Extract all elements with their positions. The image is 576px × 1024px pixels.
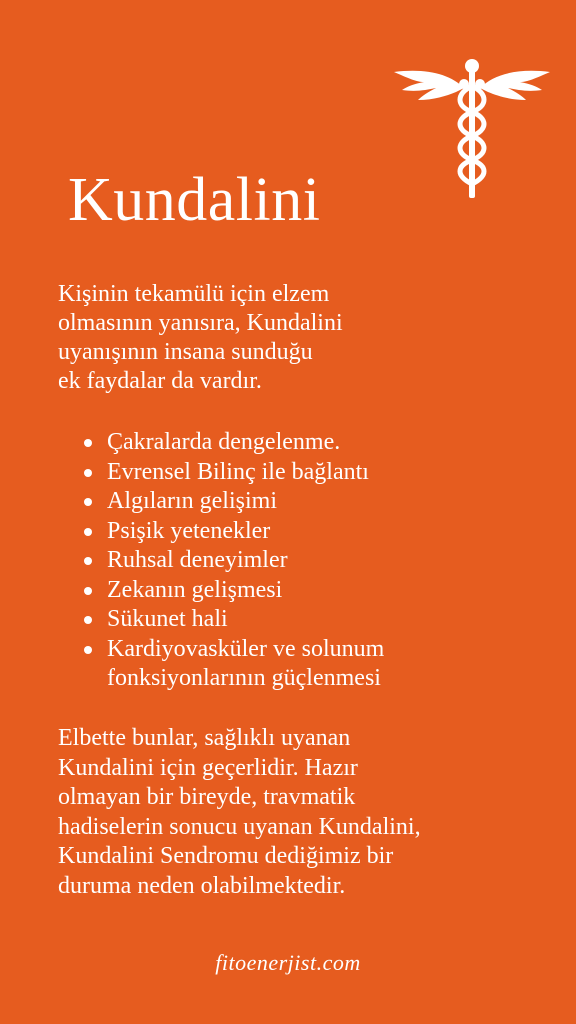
list-item-text: Psişik yetenekler [107,517,271,544]
list-item [80,458,520,488]
list-item-text: Çakralarda dengelenme. [107,429,341,455]
list-item [80,576,520,606]
closing-line: olmayan bir bireyde, travmatik [58,784,356,810]
caduceus-icon [390,52,554,202]
closing-line: Kundalini Sendromu dediğimiz bir [58,843,394,869]
intro-paragraph [58,280,518,396]
intro-line: Kişinin tekamülü için elzem [58,281,330,307]
list-item-text: Evrensel Bilinç ile bağlantı [107,458,369,485]
list-item-text: Ruhsal deneyimler [107,547,288,573]
list-item [80,546,520,576]
list-item [80,635,520,694]
list-item-text: Zekanın gelişmesi [107,576,283,603]
intro-line: ek faydalar da vardır. [58,368,262,394]
list-item-text: Algıların gelişimi [107,488,277,514]
closing-line: Elbette bunlar, sağlıklı uyanan [58,725,351,751]
list-item [80,517,520,547]
list-item-text: Kardiyovasküler ve solunum [107,635,385,662]
list-item-text: fonksiyonlarının güçlenmesi [107,665,381,691]
intro-line: uyanışının insana sunduğu [58,339,313,365]
footer-website: fitoenerjist.com [215,950,361,975]
list-item [80,605,520,635]
list-item [80,428,520,458]
benefits-list [80,428,520,694]
closing-line: hadiselerin sonucu uyanan Kundalini, [58,813,421,840]
closing-line: duruma neden olabilmektedir. [58,872,346,899]
closing-paragraph [58,724,538,901]
list-item-text: Sükunet hali [107,606,228,632]
list-item [80,487,520,517]
page-title: Kundalini [68,166,321,234]
intro-line: olmasının yanısıra, Kundalini [58,310,343,336]
closing-line: Kundalini için geçerlidir. Hazır [58,754,358,781]
